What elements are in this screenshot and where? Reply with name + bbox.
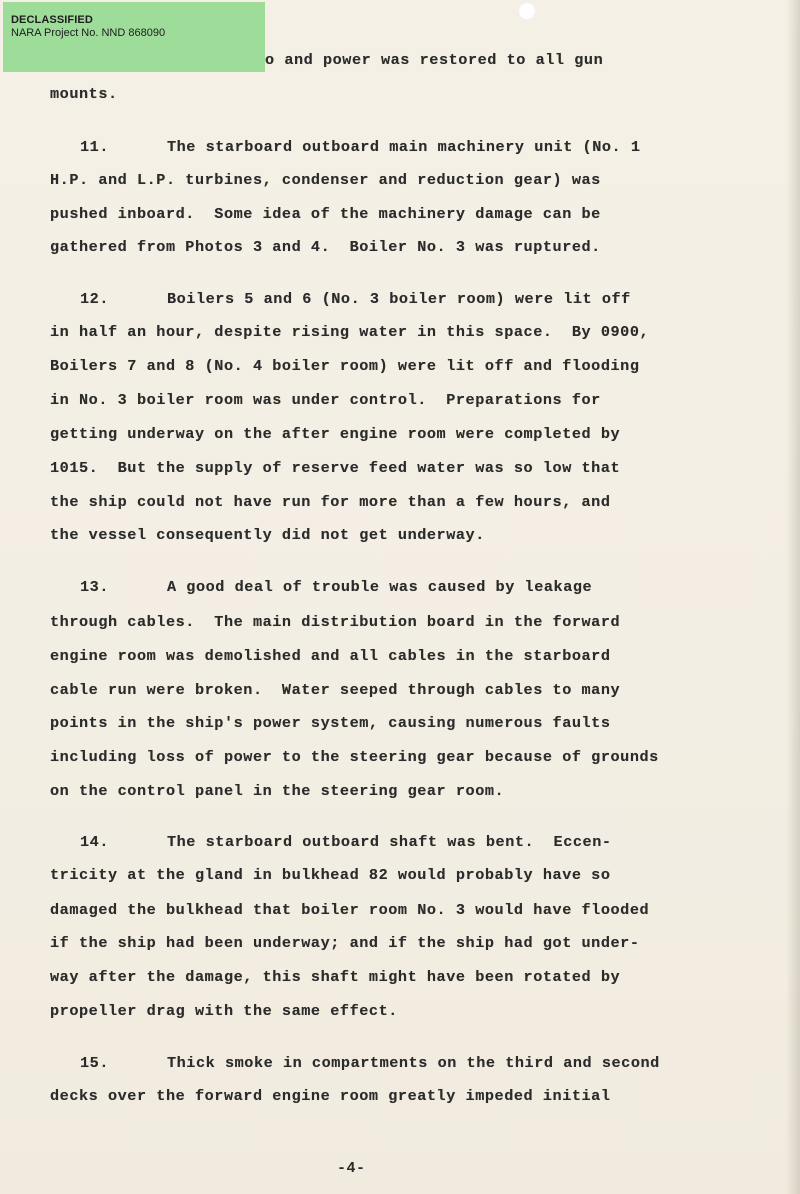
text-line: points in the ship's power system, causing numerous faults [50, 714, 611, 732]
stamp-declassified-label: DECLASSIFIED [11, 14, 93, 26]
paragraph-11-start: 11. The starboard outboard main machinery unit (No. 1 [80, 138, 641, 156]
paragraph-13-start: 13. A good deal of trouble was caused by leakage [80, 578, 593, 596]
text-line: the vessel consequently did not get underway. [50, 526, 485, 544]
text-line: way after the damage, this shaft might have been rotated by [50, 968, 621, 986]
paragraph-15-start: 15. Thick smoke in compartments on the third and second [80, 1054, 660, 1072]
text-line: H.P. and L.P. turbines, condenser and reduction gear) was [50, 171, 601, 189]
text-line: on the control panel in the steering gear room. [50, 782, 505, 800]
text-line: in half an hour, despite rising water in this space. By 0900, [50, 323, 650, 341]
text-line: mounts. [50, 85, 118, 103]
text-line: getting underway on the after engine room were completed by [50, 425, 621, 443]
text-line: decks over the forward engine room greatly impeded initial [50, 1087, 611, 1105]
punch-hole [518, 2, 536, 20]
text-line: pushed inboard. Some idea of the machinery damage can be [50, 205, 601, 223]
text-line: in No. 3 boiler room was under control. Preparations for [50, 391, 601, 409]
page-number: -4- [337, 1160, 366, 1177]
paragraph-14-start: 14. The starboard outboard shaft was bent. Eccen- [80, 833, 612, 851]
declassification-stamp [3, 2, 265, 72]
text-line: the ship could not have run for more than a few hours, and [50, 493, 611, 511]
text-line: 1015. But the supply of reserve feed water was so low that [50, 459, 621, 477]
page-edge-shadow [786, 0, 800, 1194]
text-line: engine room was demolished and all cables in the starboard [50, 647, 611, 665]
text-line: propeller drag with the same effect. [50, 1002, 398, 1020]
text-line: gathered from Photos 3 and 4. Boiler No. 3 was ruptured. [50, 238, 601, 256]
text-line: if the ship had been underway; and if the ship had got under- [50, 934, 640, 952]
text-line: Boilers 7 and 8 (No. 4 boiler room) were lit off and flooding [50, 357, 640, 375]
text-line: damaged the bulkhead that boiler room No. 3 would have flooded [50, 901, 650, 919]
text-line: cable run were broken. Water seeped through cables to many [50, 681, 621, 699]
stamp-project-number: NARA Project No. NND 868090 [11, 27, 166, 39]
text-line: o and power was restored to all gun [265, 51, 604, 69]
text-line: through cables. The main distribution board in the forward [50, 613, 621, 631]
text-line: including loss of power to the steering gear because of grounds [50, 748, 659, 766]
text-line: tricity at the gland in bulkhead 82 would probably have so [50, 866, 611, 884]
paragraph-12-start: 12. Boilers 5 and 6 (No. 3 boiler room) were lit off [80, 290, 631, 308]
